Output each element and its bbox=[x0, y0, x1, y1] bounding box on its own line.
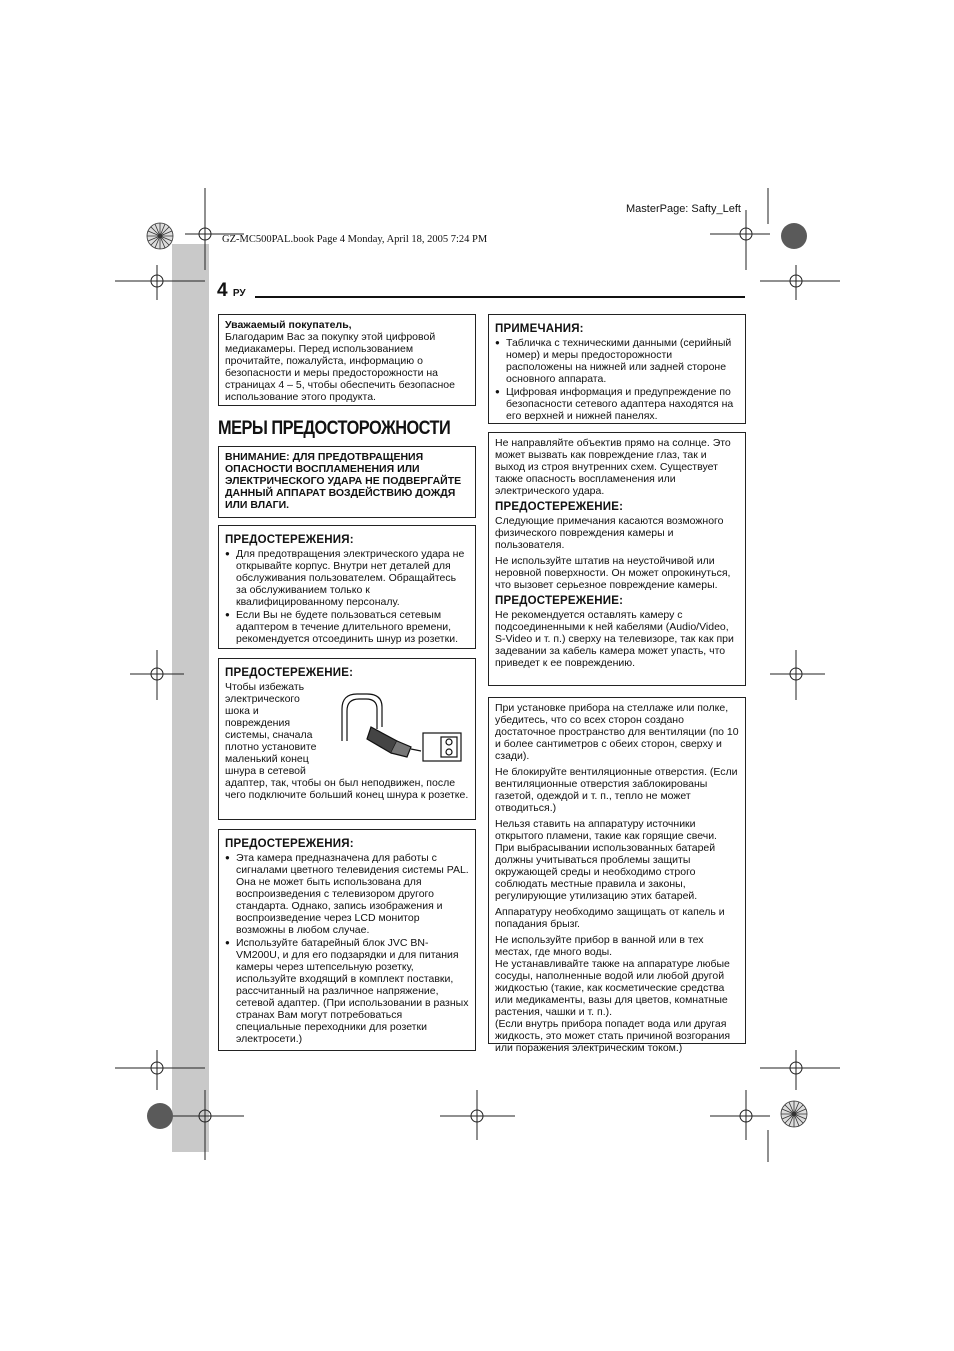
installation-paragraph: Аппаратуру необходимо защищать от капель и попадания брызг. bbox=[495, 906, 725, 930]
grey-disc-icon bbox=[781, 223, 807, 249]
notes-box bbox=[488, 314, 746, 424]
caution-box-1 bbox=[218, 525, 476, 649]
caution-list bbox=[225, 852, 469, 1045]
installation-paragraph: Не блокируйте вентиляционные отверстия. (Если вентиляционные отверстия заблокированы газетой, одеждой и т. п., тепло не может отводиться.) bbox=[495, 766, 738, 814]
warning-text: ВНИМАНИЕ: ДЛЯ ПРЕДОТВРАЩЕНИЯ ОПАСНОСТИ ВОСПЛАМЕНЕНИЯ ИЛИ ЭЛЕКТРИЧЕСКОГО УДАРА НЕ ПОДВЕРГАЙТЕ ДАННЫЙ АППАРАТ ВОЗДЕЙСТВИЮ ДОЖДЯ ИЛИ ВЛАГИ. bbox=[225, 451, 462, 511]
sun-warning-text: Не направляйте объектив прямо на солнце. Это может вызвать как повреждение глаз, так и выход из строя внутренних схем. Существует также опасность воспламенения или электрического удара. bbox=[495, 437, 731, 497]
header-rule bbox=[255, 296, 745, 298]
notes-heading: ПРИМЕЧАНИЯ: bbox=[495, 323, 584, 335]
caution-text: Чтобы избежать электрического шока и повреждения системы, сначала плотно установите маленький конец шнура в сетевой bbox=[225, 681, 317, 777]
crosshair-mark-icon bbox=[760, 265, 840, 300]
section-title: МЕРЫ ПРЕДОСТОРОЖНОСТИ bbox=[218, 418, 451, 439]
list-item: ● Если Вы не будете пользоваться сетевым адаптером в течение длительного времени, рекомендуется отсоединить шнур из розетки. bbox=[225, 609, 469, 645]
crosshair-mark-icon bbox=[760, 1050, 840, 1090]
masterpage-label: MasterPage: Safty_Left bbox=[626, 203, 741, 215]
list-item: ● Табличка с техническими данными (серийный номер) и меры предосторожности расположены на нижней или задней стороне основного аппарата. bbox=[495, 337, 739, 385]
caution-heading: ПРЕДОСТЕРЕЖЕНИЕ: bbox=[495, 501, 624, 513]
caution-heading: ПРЕДОСТЕРЕЖЕНИЕ: bbox=[225, 667, 354, 679]
intro-heading: Уважаемый покупатель, bbox=[225, 319, 352, 331]
caution-heading: ПРЕДОСТЕРЕЖЕНИЯ: bbox=[225, 534, 354, 546]
installation-paragraph: Нельзя ставить на аппаратуру источники открытого пламени, такие как горящие свечи. bbox=[495, 818, 717, 842]
language-code: РУ bbox=[232, 288, 246, 299]
caution-heading: ПРЕДОСТЕРЕЖЕНИЯ: bbox=[225, 838, 354, 850]
caution-box-3 bbox=[218, 829, 476, 1051]
list-item: ● Используйте батарейный блок JVC BN-VM200U, и для его подзарядки и для питания камеры через штепсельную розетку, используйте входящий в комплект поставки, рассчитанный на различное напряжение, сетевой адаптер. (При использовании в разных странах Вам могут потребоваться специальные переходники для розетки электросети.) bbox=[225, 937, 469, 1045]
crosshair-mark-icon bbox=[165, 1090, 244, 1160]
warning-box bbox=[218, 446, 476, 518]
intro-text: Благодарим Вас за покупку этой цифровой медиакамеры. Перед использованием прочитайте, пожалуйста, информацию о безопасности и меры предосторожности на страницах 4 – 5, чтобы обеспечить безопасное использование этого продукта. bbox=[225, 331, 455, 403]
caution-text: Не рекомендуется оставлять камеру с подсоединенными к ней кабелями (Audio/Video, S-Video и т. п.) сверху на телевизоре, так как при задевании за кабель камера может упасть, что приведет к ее повреждению. bbox=[495, 609, 734, 669]
caution-text-continued: адаптер, так, чтобы он был неподвижен, после чего подключите больший конец шнура к розетке. bbox=[225, 777, 469, 801]
crosshair-mark-icon bbox=[185, 188, 244, 270]
power-cord-illustration bbox=[337, 689, 467, 769]
list-item: ● Эта камера предназначена для работы с сигналами цветного телевидения системы PAL. Она не может быть использована для воспроизведения с телевизором другого стандарта. Однако, запись изображения и воспроизведение через LCD монитор возможны в любом случае. bbox=[225, 852, 469, 936]
installation-paragraph: Не используйте прибор в ванной или в тех местах, где много воды. bbox=[495, 934, 704, 958]
installation-paragraph: (Если внутрь прибора попадет вода или другая жидкость, это может стать причиной возгорания или поражения электрическим током.) bbox=[495, 1018, 731, 1054]
caution-text: Следующие примечания касаются возможного физического повреждения камеры и пользователя. bbox=[495, 515, 724, 551]
crosshair-mark-icon bbox=[770, 650, 825, 700]
book-info-line: GZ-MC500PAL.book Page 4 Monday, April 18, 2005 7:24 PM bbox=[222, 234, 488, 245]
list-item: ● Цифровая информация и предупреждение по безопасности сетевого адаптера находятся на его верхней и нижней панелях. bbox=[495, 386, 739, 422]
installation-box bbox=[488, 697, 746, 1054]
crosshair-mark-icon bbox=[115, 1050, 205, 1090]
crosshair-mark-icon bbox=[710, 1090, 770, 1140]
page-number bbox=[217, 280, 246, 302]
intro-box bbox=[218, 314, 476, 406]
installation-paragraph: При выбрасывании использованных батарей должны учитываться проблемы защиты окружающей среды и необходимо строго соблюдать местные правила и законы, регулирующие утилизацию этих батарей. bbox=[495, 842, 716, 902]
crosshair-mark-icon bbox=[440, 1090, 515, 1140]
caution-heading: ПРЕДОСТЕРЕЖЕНИЕ: bbox=[495, 595, 624, 607]
grey-disc-icon bbox=[147, 1103, 173, 1129]
list-item: ● Для предотвращения электрического удара не открывайте корпус. Внутри нет деталей для обслуживания пользователем. Обращайтесь за обслуживанием только к квалифицированному персоналу. bbox=[225, 548, 469, 608]
starburst-icon bbox=[781, 1101, 807, 1127]
notes-list bbox=[495, 337, 739, 422]
installation-paragraph: Не устанавливайте также на аппаратуре любые сосуды, наполненные водой или любой другой жидкостью (такие, как косметические средства или медикаменты, вазы для цветов, комнатные растения, чашки и т. п.). bbox=[495, 958, 730, 1018]
page-number-value: 4 bbox=[217, 280, 228, 301]
starburst-icon bbox=[147, 223, 173, 249]
crosshair-mark-icon bbox=[710, 210, 770, 270]
caution-box-right bbox=[488, 432, 746, 686]
crosshair-mark-icon bbox=[115, 265, 205, 300]
installation-paragraph: При установке прибора на стеллаже или полке, убедитесь, что со всех сторон создано достаточное пространство для вентиляции (по 10 и более сантиметров с обеих сторон, сверху и сзади). bbox=[495, 702, 739, 762]
caution-text: Не используйте штатив на неустойчивой или неровной поверхности. Он может опрокинуться, что вызовет серьезное повреждение камеры. bbox=[495, 555, 731, 591]
caution-box-2 bbox=[218, 658, 476, 820]
crosshair-mark-icon bbox=[130, 650, 184, 700]
caution-list bbox=[225, 548, 469, 645]
